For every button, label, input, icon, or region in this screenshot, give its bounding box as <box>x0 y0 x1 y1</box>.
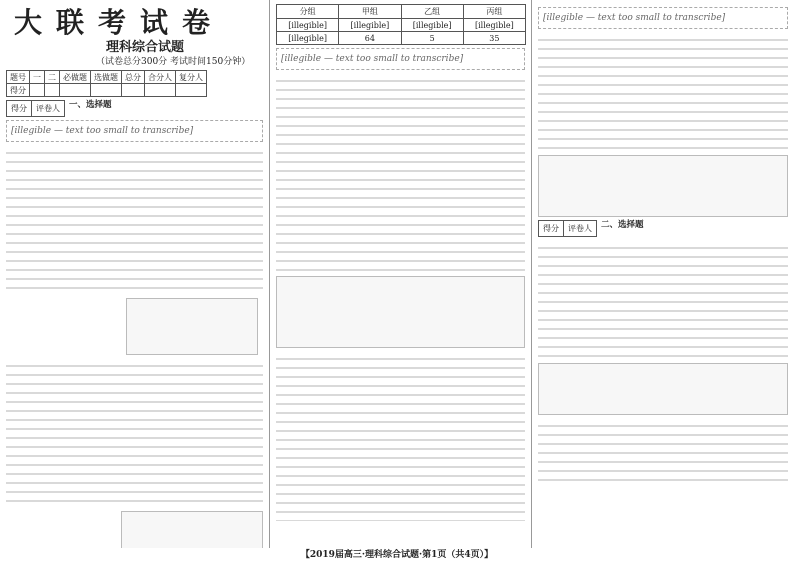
table-row <box>277 32 526 45</box>
table-cell: 64 <box>339 32 401 45</box>
score-cell <box>122 84 145 97</box>
experiment-table <box>276 4 526 45</box>
text-block <box>538 418 788 488</box>
table-cell: [illegible] <box>277 19 339 32</box>
score-row-label: 题号 <box>7 71 30 84</box>
table-cell: 分组 <box>277 5 339 19</box>
score-cell <box>60 84 91 97</box>
grader-score-label: 得分 <box>539 221 564 236</box>
table-row <box>277 5 526 19</box>
grader-box <box>538 220 597 237</box>
section-two-header <box>538 220 788 237</box>
section-one-header <box>6 100 263 117</box>
grader-score-label: 得分 <box>7 101 32 116</box>
text-block <box>276 351 525 521</box>
score-row-label: 得分 <box>7 84 30 97</box>
score-col: 复分人 <box>176 71 207 84</box>
illegible-questions-2: [illegible — text too small to transcribe] <box>276 48 525 70</box>
score-col: 总分 <box>122 71 145 84</box>
table-cell: [illegible] <box>277 32 339 45</box>
figure-process <box>276 276 525 348</box>
text-block <box>6 358 263 508</box>
column-1 <box>0 0 270 548</box>
score-subcol: 必做题 <box>60 71 91 84</box>
figure-cells <box>126 298 258 355</box>
score-header-row <box>7 71 207 84</box>
text-block <box>538 32 788 152</box>
table-cell: [illegible] <box>401 19 463 32</box>
text-block <box>276 73 525 273</box>
score-value-row <box>7 84 207 97</box>
page-footer: 【2019届高三·理科综合试题·第1页（共4页）】 <box>300 550 494 560</box>
table-cell: 丙组 <box>463 5 525 19</box>
score-col: 合分人 <box>145 71 176 84</box>
score-cell <box>91 84 122 97</box>
grader-reviewer-label: 评卷人 <box>36 104 60 113</box>
table-cell: [illegible] <box>463 19 525 32</box>
score-col: 二 <box>45 71 60 84</box>
illegible-questions-1: [illegible — text too small to transcribe] <box>6 120 263 142</box>
table-cell: [illegible] <box>339 19 401 32</box>
section-one-heading: 一、选择题 <box>69 100 112 110</box>
page-title: 大联考试卷 <box>14 6 225 39</box>
column-2 <box>270 0 532 548</box>
score-subcol: 选做题 <box>91 71 122 84</box>
grader-box <box>6 100 65 117</box>
section-two-heading: 二、选择题 <box>601 220 644 230</box>
score-cell <box>45 84 60 97</box>
table-cell: 5 <box>401 32 463 45</box>
score-table <box>6 70 207 97</box>
figure-cell-device <box>538 155 788 217</box>
figure-graph <box>121 511 263 548</box>
page-subtitle: 理科综合试题 <box>106 40 185 55</box>
table-cell: 35 <box>463 32 525 45</box>
figure-graphs <box>538 363 788 415</box>
grader-reviewer-label: 评卷人 <box>568 224 592 233</box>
exam-meta: （试卷总分300分 考试时间150分钟） <box>96 57 251 67</box>
score-cell <box>30 84 45 97</box>
score-cell <box>145 84 176 97</box>
table-cell: 甲组 <box>339 5 401 19</box>
table-row <box>277 19 526 32</box>
score-col: 一 <box>30 71 45 84</box>
score-cell <box>176 84 207 97</box>
illegible-questions-3: [illegible — text too small to transcribe] <box>538 7 788 29</box>
text-block <box>538 240 788 360</box>
text-block <box>6 145 263 295</box>
column-3 <box>532 0 794 548</box>
table-cell: 乙组 <box>401 5 463 19</box>
